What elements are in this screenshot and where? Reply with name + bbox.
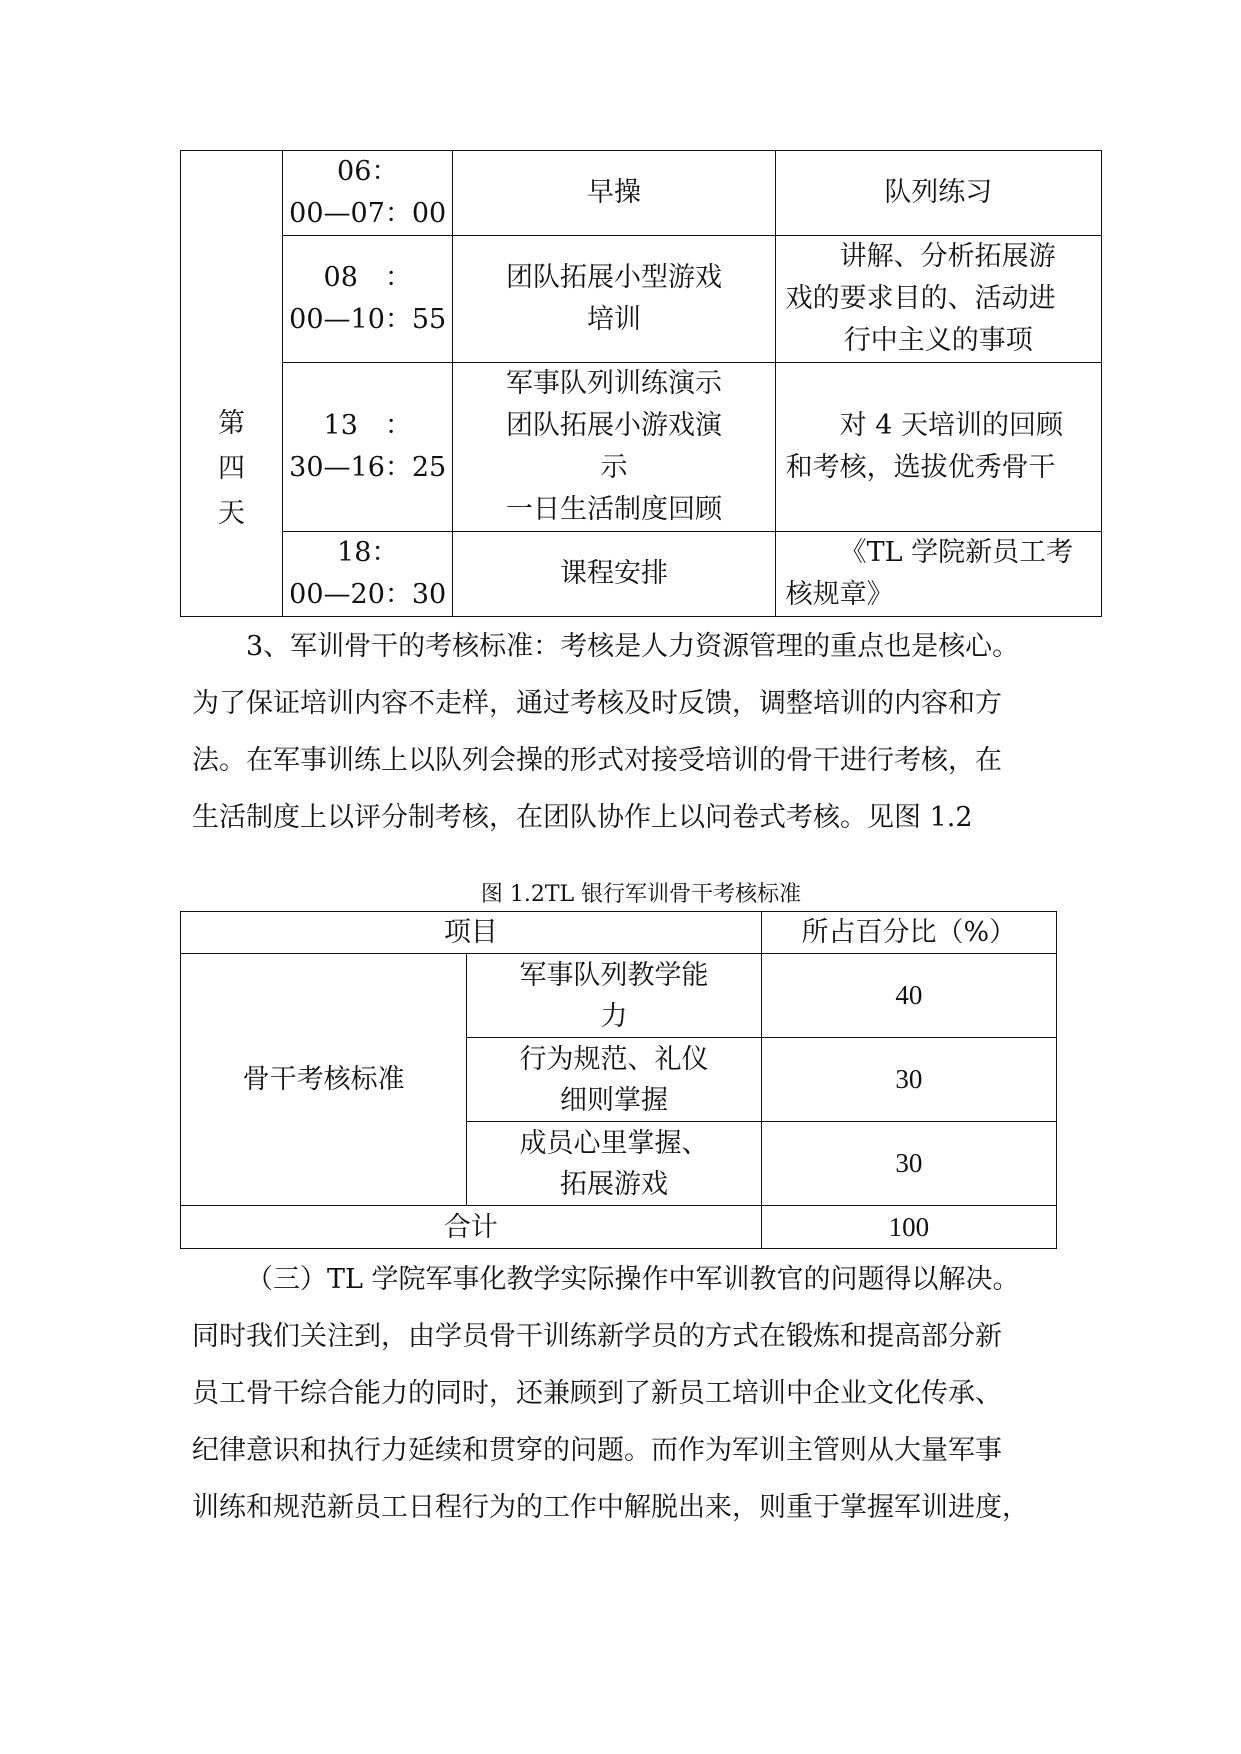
total-value: 100 (761, 1206, 1056, 1249)
content-line: 课程安排 (559, 558, 668, 589)
header-item: 项目 (181, 912, 762, 954)
percentage-cell: 30 (761, 1038, 1056, 1122)
time-cell (283, 363, 453, 532)
content-cell (453, 151, 775, 236)
schedule-row (181, 532, 1102, 617)
content-line: 示 (600, 452, 628, 483)
day-char: 第 (218, 408, 246, 439)
day-char: 天 (218, 498, 246, 529)
desc-line: 队列练习 (884, 177, 993, 208)
text-line: 为了保证培训内容不走样，通过考核及时反馈，调整培训的内容和方 (192, 688, 1002, 719)
percentage-cell: 30 (761, 1122, 1056, 1206)
figure-caption: 图 1.2TL 银行军训骨干考核标准 (480, 882, 802, 907)
schedule-row (181, 363, 1102, 532)
time-line: 00—20：30 (289, 579, 447, 610)
item-cell (467, 1038, 761, 1122)
time-cell (283, 151, 453, 236)
item-line: 细则掌握 (559, 1084, 668, 1116)
item-line: 成员心里掌握、 (519, 1127, 709, 1159)
time-line: 00—10：55 (289, 304, 447, 335)
time-line: 08 ： (323, 262, 412, 293)
schedule-table (180, 150, 1102, 617)
content-line: 早操 (586, 177, 641, 208)
item-cell (467, 954, 761, 1038)
item-line: 行为规范、礼仪 (519, 1043, 709, 1075)
desc-line: 和考核，选拔优秀骨干 (785, 452, 1056, 483)
desc-cell (775, 363, 1101, 532)
text-line: （三）TL 学院军事化教学实际操作中军训教官的问题得以解决。 (246, 1264, 1020, 1295)
item-line: 力 (600, 1000, 628, 1032)
time-line: 18： (337, 537, 399, 568)
content-line: 培训 (586, 304, 641, 335)
time-cell (283, 532, 453, 617)
text-line: 纪律意识和执行力延续和贯穿的问题。而作为军训主管则从大量军事 (192, 1435, 1002, 1466)
text-line: 3、军训骨干的考核标准：考核是人力资源管理的重点也是核心。 (246, 631, 1020, 662)
desc-line: 讲解、分析拓展游 (839, 241, 1056, 272)
text-line: 法。在军事训练上以队列会操的形式对接受培训的骨干进行考核，在 (192, 745, 1002, 776)
content-line: 一日生活制度回顾 (505, 494, 722, 525)
assessment-total-row (181, 1206, 1057, 1249)
content-cell (453, 236, 775, 363)
paragraph-instructor-issue (192, 1251, 1052, 1536)
time-line: 30—16：25 (289, 452, 447, 483)
paragraph-assessment-standard (192, 618, 1052, 846)
item-line: 拓展游戏 (559, 1168, 668, 1200)
desc-line: 对 4 天培训的回顾 (839, 410, 1063, 441)
time-line: 06： (337, 156, 399, 187)
day-char: 四 (218, 453, 246, 484)
text-line: 生活制度上以评分制考核，在团队协作上以问卷式考核。见图 1.2 (192, 802, 973, 833)
desc-line: 核规章》 (785, 579, 894, 610)
assessment-table (180, 911, 1057, 1249)
content-line: 团队拓展小游戏演 (505, 410, 722, 441)
assessment-row (181, 954, 1057, 1038)
total-label: 合计 (181, 1206, 762, 1249)
content-line: 军事队列训练演示 (505, 368, 722, 399)
time-line: 00—07：00 (289, 198, 447, 229)
text-line: 训练和规范新员工日程行为的工作中解脱出来，则重于掌握军训进度， (192, 1492, 1029, 1523)
text-line: 同时我们关注到，由学员骨干训练新学员的方式在锻炼和提高部分新 (192, 1321, 1002, 1352)
schedule-row (181, 151, 1102, 236)
percentage-cell: 40 (761, 954, 1056, 1038)
desc-line: 《TL 学院新员工考 (839, 537, 1074, 568)
content-cell (453, 532, 775, 617)
item-cell (467, 1122, 761, 1206)
assessment-header-row (181, 912, 1057, 954)
category-cell: 骨干考核标准 (181, 954, 467, 1206)
schedule-row (181, 236, 1102, 363)
time-line: 13 ： (323, 410, 412, 441)
desc-cell (775, 532, 1101, 617)
desc-line: 戏的要求目的、活动进 (785, 283, 1056, 314)
content-line: 团队拓展小型游戏 (505, 262, 722, 293)
text-line: 员工骨干综合能力的同时，还兼顾到了新员工培训中企业文化传承、 (192, 1378, 1002, 1409)
content-cell (453, 363, 775, 532)
item-line: 军事队列教学能 (519, 959, 709, 991)
header-percentage: 所占百分比（%） (761, 912, 1056, 954)
time-cell (283, 236, 453, 363)
desc-cell (775, 236, 1101, 363)
desc-cell (775, 151, 1101, 236)
desc-line: 行中主义的事项 (843, 325, 1033, 356)
day-label-cell (181, 151, 283, 617)
